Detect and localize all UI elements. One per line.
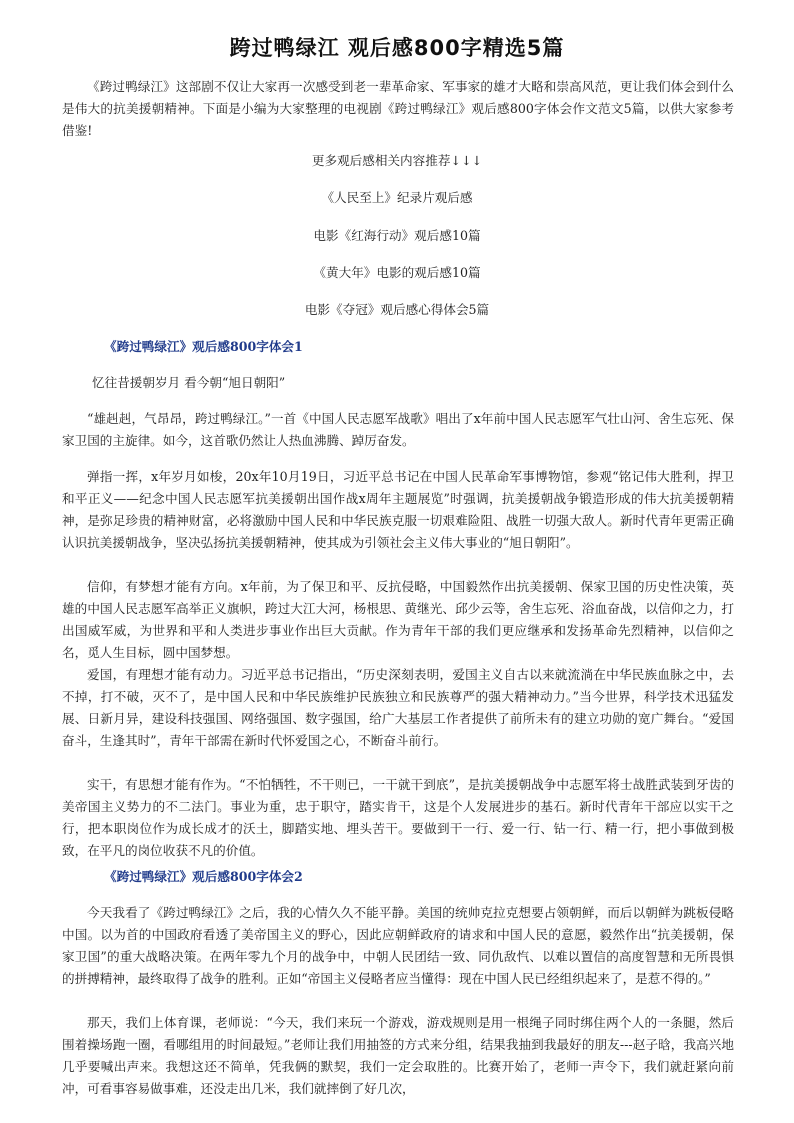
section-2-paragraph-2: 那天，我们上体育课，老师说：“今天，我们来玩一个游戏，游戏规则是用一根绳子同时绑住两个人的一条腿，然后围着操场跑一圈，看哪组用的时间最短。”老师让我们用抽签的方式来分组，结果我抽到我最好的朋友---赵子晗，我高兴地几乎要喊出声来。我想这还不简单，凭我俩的默契，我们一定会取胜的。比赛开始了，老师一声令下，我们就赶紧向前冲，可看事容易做事难，还没走出几米，我们就摔倒了好几次， xyxy=(62,1015,734,1096)
related-link-1[interactable]: 《人民至上》纪录片观后感 xyxy=(321,190,473,205)
section-2-heading: 《跨过鸭绿江》观后感800字体会2 xyxy=(104,869,303,884)
section-1-paragraph-2: 弹指一挥，x年岁月如梭，20x年10月19日，习近平总书记在中国人民革命军事博物馆，参观“铭记伟大胜利，捍卫和平正义——纪念中国人民志愿军抗美援朝出国作战x周年主题展览”时强调，抗美援朝战争锻造形成的伟大抗美援朝精神，是弥足珍贵的精神财富，必将激励中国人民和中华民族克服一切艰难险阻、战胜一切强大敌人。新时代青年更需正确认识抗美援朝战争，坚决弘扬抗美援朝精神，使其成为引领社会主义伟大事业的“旭日朝阳”。 xyxy=(62,469,734,550)
section-1-paragraph-3: 信仰，有梦想才能有方向。x年前，为了保卫和平、反抗侵略，中国毅然作出抗美援朝、保家卫国的历史性决策，英雄的中国人民志愿军高举正义旗帜，跨过大江大河，杨根思、黄继光、邱少云等，舍生忘死、浴血奋战，以信仰之力，打出国威军威，为世界和平和人类进步事业作出巨大贡献。作为青年干部的我们更应继承和发扬革命先烈精神，以信仰之名，觅人生目标，圆中国梦想。 xyxy=(62,579,734,660)
related-link-4[interactable]: 电影《夺冠》观后感心得体会5篇 xyxy=(304,302,490,317)
section-1-paragraph-1: “雄赳赳，气昂昂，跨过鸭绿江。”一首《中国人民志愿军战歌》唱出了x年前中国人民志愿军气壮山河、舍生忘死、保家卫国的主旋律。如今，这首歌仍然让人热血沸腾、踔厉奋发。 xyxy=(62,411,734,448)
recommend-label: 更多观后感相关内容推荐↓↓↓ xyxy=(311,153,483,168)
related-link-3[interactable]: 《黄大年》电影的观后感10篇 xyxy=(313,265,481,280)
section-1-heading: 《跨过鸭绿江》观后感800字体会1 xyxy=(104,339,303,354)
document-title: 跨过鸭绿江 观后感800字精选5篇 xyxy=(229,36,565,60)
related-link-2[interactable]: 电影《红海行动》观后感10篇 xyxy=(313,228,481,243)
intro-paragraph: 《跨过鸭绿江》这部剧不仅让大家再一次感受到老一辈革命家、军事家的雄才大略和崇高风范，更让我们体会到什么是伟大的抗美援朝精神。下面是小编为大家整理的电视剧《跨过鸭绿江》观后感800字体会作文范文5篇，以供大家参考借鉴! xyxy=(62,79,734,138)
section-2-paragraph-1: 今天我看了《跨过鸭绿江》之后，我的心情久久不能平静。美国的统帅克拉克想要占领朝鲜，而后以朝鲜为跳板侵略中国。以为首的中国政府看透了美帝国主义的野心，因此应朝鲜政府的请求和中国人民的意愿，毅然作出“抗美援朝，保家卫国”的重大战略决策。在两年零九个月的战争中，中朝人民团结一致、同仇敌忾、以难以置信的高度智慧和无所畏惧的拼搏精神，最终取得了战争的胜利。正如“帝国主义侵略者应当懂得：现在中国人民已经组织起来了，是惹不得的。” xyxy=(62,905,734,986)
section-1-paragraph-4: 爱国，有理想才能有动力。习近平总书记指出，“历史深刻表明，爱国主义自古以来就流淌在中华民族血脉之中，去不掉，打不破，灭不了，是中国人民和中华民族维护民族独立和民族尊严的强大精神动力。”当今世界，科学技术迅猛发展、日新月异，建设科技强国、网络强国、数字强国，给广大基层工作者提供了前所未有的建立功勋的宽广舞台。“爱国奋斗，生逢其时”，青年干部需在新时代怀爱国之心，不断奋斗前行。 xyxy=(62,667,734,748)
section-1-paragraph-5: 实干，有思想才能有作为。“不怕牺牲，不干则已，一干就干到底”，是抗美援朝战争中志愿军将士战胜武装到牙齿的美帝国主义势力的不二法门。事业为重，忠于职守，踏实肯干，这是个人发展进步的基石。新时代青年干部应以实干之行，把本职岗位作为成长成才的沃土，脚踏实地、埋头苦干。要做到干一行、爱一行、钻一行、精一行，把小事做到极致，在平凡的岗位收获不凡的价值。 xyxy=(62,777,734,858)
section-1-subtitle: 忆往昔援朝岁月 看今朝“旭日朝阳” xyxy=(92,375,286,390)
